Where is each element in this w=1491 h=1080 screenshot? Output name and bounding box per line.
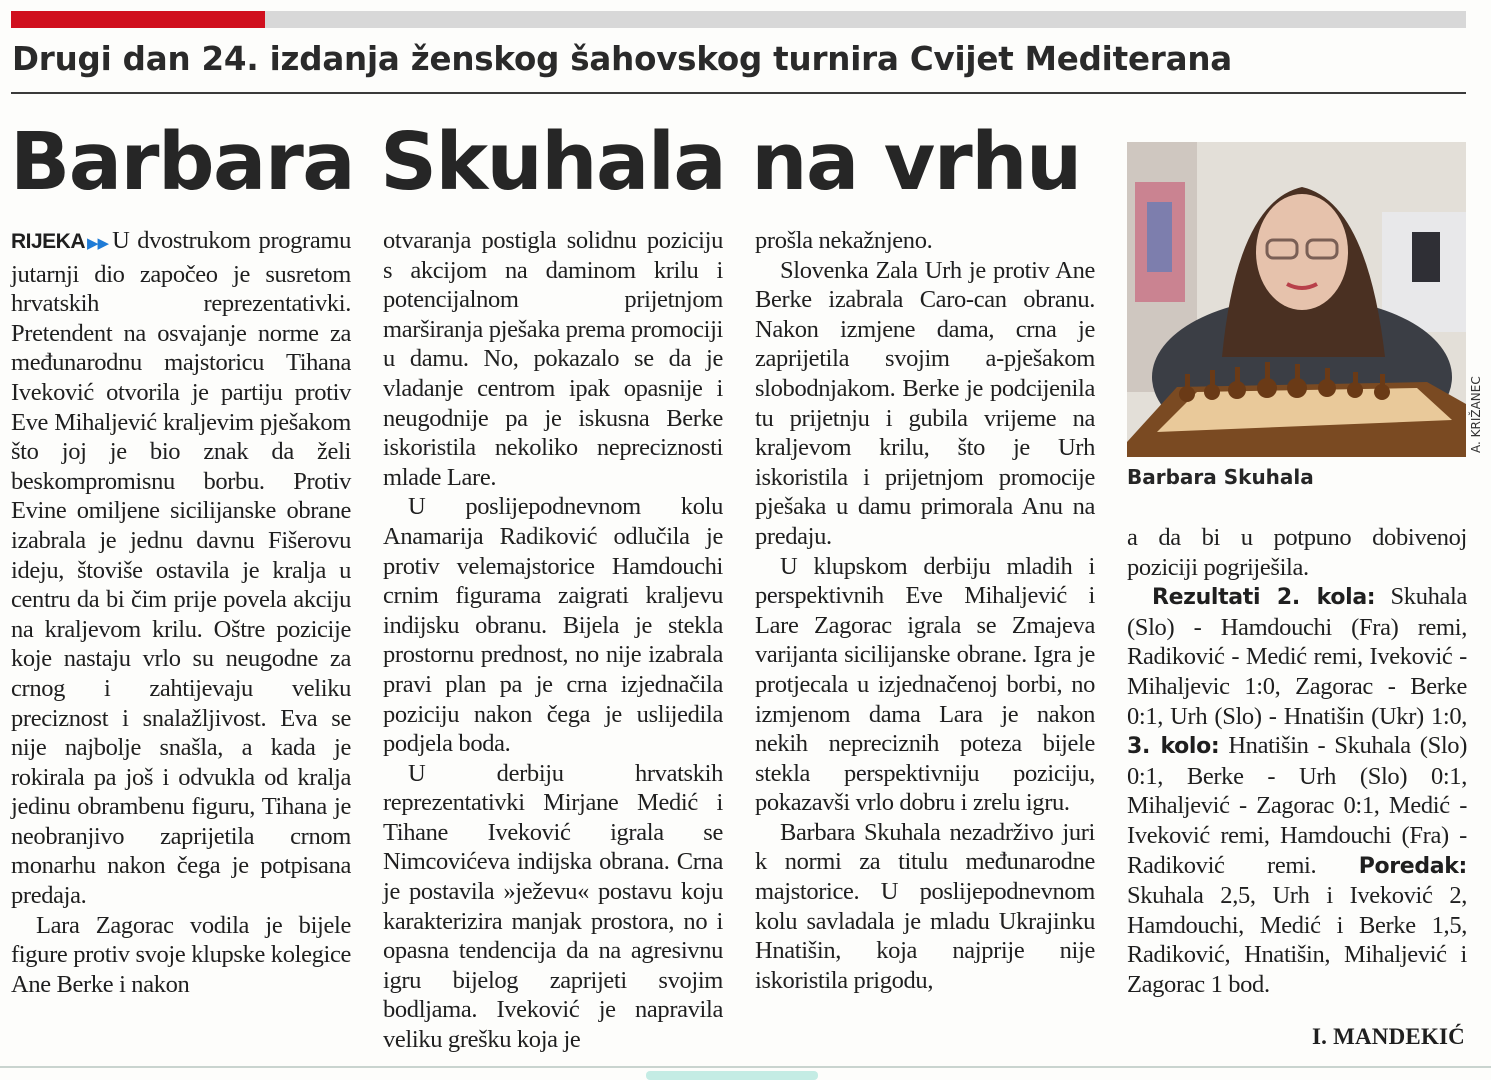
paragraph: otvaranja postigla solidnu poziciju s akcijom na daminom krilu i potencijalnom prijetnjom marširanja pješaka prema promociji u damu. No, pokazalo se da je vladanje centrom ipak opasnije i neugodnije pa je iskusna Berke iskoristila nekoliko nepreciznosti mlade Lare. — [383, 227, 723, 491]
paragraph: U derbiju hrvatskih reprezentativki Mirjane Medić i Tihane Iveković igrala se Nimcovićeva indijska obrana. Crna je postavila »ježevu« postavu koju karakterizira manjak prostora, no i opasna tendencija da na agresivnu igru bijelog zaprijeti svojim bodljama. Iveković je napravila veliku grešku koja je — [383, 759, 723, 1054]
dateline: RIJEKA — [11, 230, 86, 253]
article-column-4 — [1127, 523, 1467, 1000]
paragraph: Lara Zagorac vodila je bijele figure protiv svoje klupske kolegice Ane Berke i nakon — [11, 911, 351, 998]
article-column-2 — [383, 226, 723, 1055]
paragraph: Slovenka Zala Urh je protiv Ane Berke izabrala Caro-can obranu. Nakon izmjene dama, crna je zaprijetila svojim a-pješakom slobodnjakom. Berke je podcijenila tu prijetnju i gubila vrijeme na kraljevom krilu, što je Urh iskoristila i prijetnjom promocije pješaka u damu primorala Anu na predaju. — [755, 256, 1095, 550]
kicker-rule — [11, 92, 1466, 94]
author-byline: I. MANDEKIĆ — [1312, 1024, 1465, 1049]
article-column-3 — [755, 226, 1095, 995]
page-bottom-rule — [0, 1066, 1491, 1068]
photo-credit: A. KRIŽANEC — [1469, 376, 1483, 453]
paragraph: Barbara Skuhala nezadrživo juri k normi za titulu međunarodne majstorice. U poslijepodnevnom kolu savladala je mladu Ukrajinku Hnatišin, koja najprije nije iskoristila prigodu, — [755, 818, 1095, 994]
paragraph — [11, 226, 351, 911]
paragraph: prošla nekažnjeno. — [755, 227, 933, 254]
results-paragraph — [1127, 582, 1467, 999]
results-text: Skuhala (Slo) - Hamdouchi (Fra) remi, Radiković - Medić remi, Iveković - Mihaljevic 1:0, Zagorac - Berke 0:1, Urh (Slo) - Hnatišin (Ukr) 1:0, — [1127, 583, 1467, 730]
scroll-handle[interactable] — [646, 1071, 818, 1080]
paragraph: U poslijepodnevnom kolu Anamarija Radiković odlučila je protiv velemajstorice Hamdouchi crnim figurama zaigrati kraljevu indijsku obranu. Bijela je stekla prostornu prednost, no nije izabrala pravi plan pa je crna izjednačila poziciju nakon čega je uslijedila podjela boda. — [383, 493, 723, 758]
section-bar-accent — [11, 11, 265, 28]
article-column-1 — [11, 226, 351, 999]
standings-text: Skuhala 2,5, Urh i Iveković 2, Hamdouchi, Medić i Berke 1,5, Radiković, Hnatišin, Mihaljević i Zagorac 1 bod. — [1127, 882, 1467, 998]
round3-label: 3. kolo: — [1127, 734, 1220, 760]
double-arrow-icon: ▶▶ — [85, 236, 109, 252]
paragraph: U klupskom derbiju mladih i perspektivnih Eve Mihaljević i Lare Zagorac igrala se Zmajeva varijanta sicilijanske obrane. Igra je protjecala u izjednačenoj borbi, no izmjenom dama Lara je nakon nekih nepreciznih poteza bijele stekla perspektivniju poziciju, pokazavši vrlo dobru i zrelu igru. — [755, 552, 1095, 817]
photo-caption: Barbara Skuhala — [1127, 465, 1314, 489]
results-label: Rezultati 2. kola: — [1152, 585, 1376, 611]
round3-text: Hnatišin - Skuhala (Slo) 0:1, Berke - Urh (Slo) 0:1, Mihaljević - Zagorac 0:1, Medić - Iveković remi, Hamdouchi (Fra) - Radiković remi. — [1127, 732, 1468, 879]
section-bar — [11, 11, 1466, 28]
paragraph: a da bi u potpuno dobivenoj poziciji pogriješila. — [1127, 524, 1467, 581]
headline: Barbara Skuhala na vrhu — [10, 116, 1081, 208]
portrait-illustration — [1127, 142, 1466, 457]
kicker: Drugi dan 24. izdanja ženskog šahovskog turnira Cvijet Mediterana — [12, 40, 1233, 78]
standings-label: Poredak: — [1358, 853, 1467, 879]
player-photo — [1127, 142, 1466, 457]
paragraph-text: U dvostrukom programu jutarnji dio započeo je susretom hrvatskih reprezentativki. Pretendent na osvajanje norme za međunarodnu majstoricu Tihana Iveković otvorila je partiju protiv Eve Mihaljević kraljevim pješakom što joj je bio znak da želi beskompromisnu borbu. Protiv Evine omiljene sicilijanske obrane izabrala je jednu davnu Fišerovu ideju, štoviše ostavila je kralja u centru da bi čim prije povela akciju na kraljevom krilu. Oštre pozicije koje nastaju vrlo su neugodne za crnog i zahtijevaju veliku preciznost i snalažljivost. Eva se nije najbolje snašla, a kada je rokirala pa još i odvukla od kralja jedinu obrambenu figuru, Tihana je neobranjivo zaprijetila crnom monarhu nakon čega je potpisana predaja. — [11, 227, 351, 910]
